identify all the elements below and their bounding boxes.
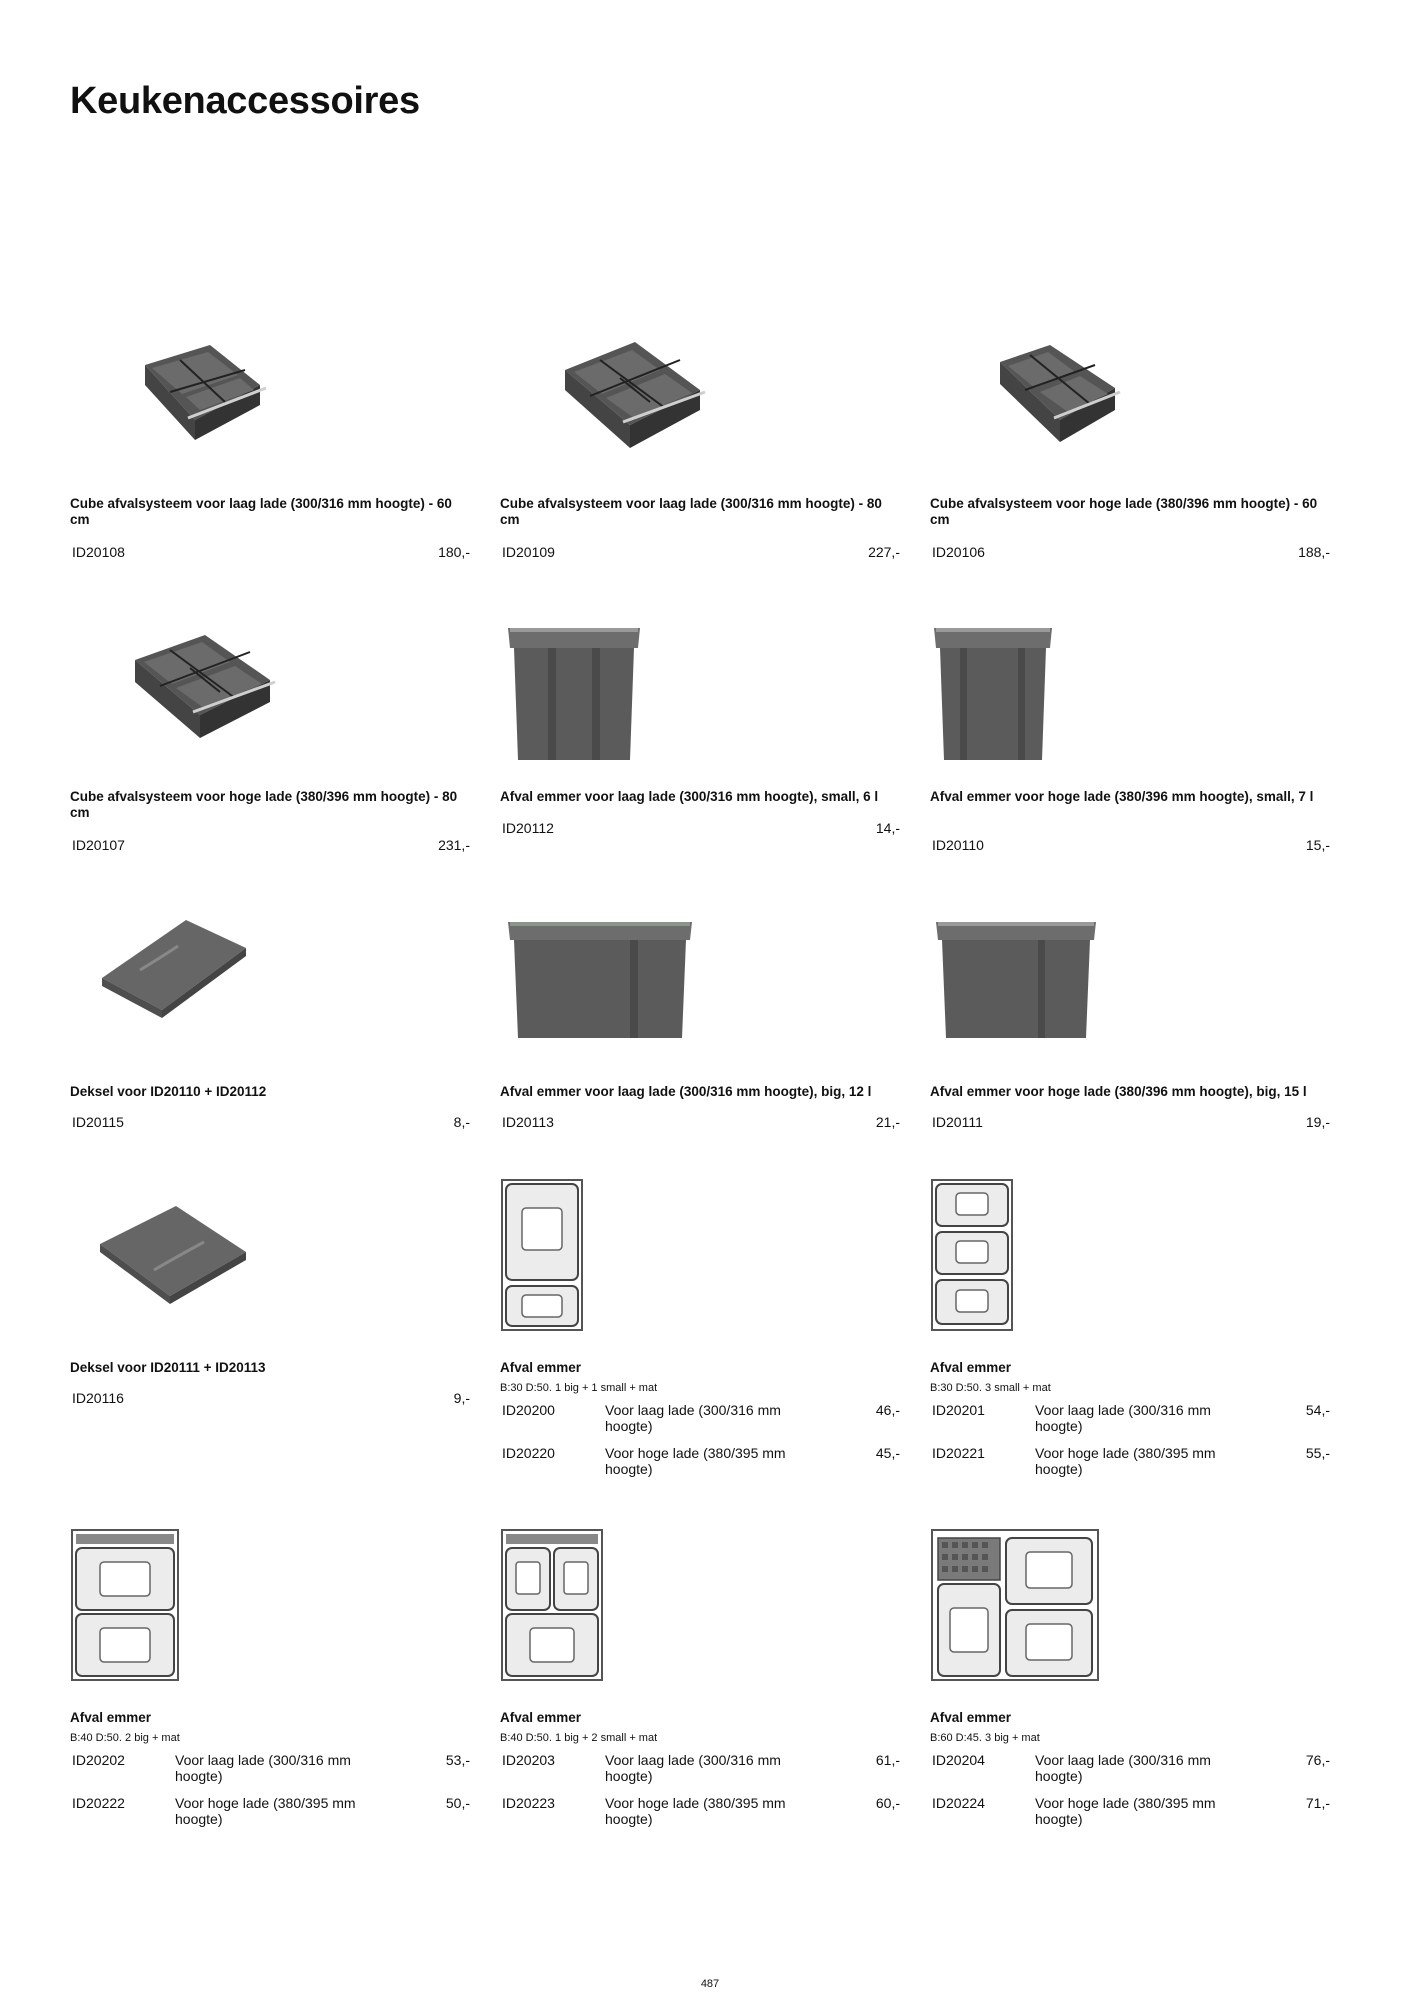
product-id: ID20108	[72, 544, 125, 560]
bin-set-layout-icon	[70, 1528, 470, 1688]
bin-lid-icon	[70, 910, 470, 1060]
variant-id: ID20203	[502, 1752, 555, 1768]
product-price: 180,-	[438, 544, 470, 560]
page-title: Keukenaccessoires	[70, 80, 420, 122]
drawer-insert-3-compartments-icon	[930, 330, 1330, 490]
product-row	[500, 1114, 900, 1132]
product-name: Deksel voor ID20111 + ID20113	[70, 1360, 266, 1375]
product-price: 14,-	[875, 820, 900, 836]
product-name: Cube afvalsysteem voor laag lade (300/316 mm hoogte) - 60 cm	[70, 496, 452, 527]
set-variant-row	[70, 1752, 470, 1788]
product-row	[930, 544, 1330, 562]
set-spec: B:30 D:50. 3 small + mat	[930, 1382, 1051, 1394]
product-row	[70, 837, 470, 855]
variant-id: ID20204	[932, 1752, 985, 1768]
set-spec: B:60 D:45. 3 big + mat	[930, 1732, 1040, 1744]
variant-id: ID20221	[932, 1445, 985, 1461]
set-variant-row	[930, 1795, 1330, 1831]
bin-set-layout-icon	[500, 1528, 900, 1688]
set-spec: B:40 D:50. 1 big + 2 small + mat	[500, 1732, 658, 1744]
set-variant-row	[500, 1402, 900, 1438]
product-id: ID20106	[932, 544, 985, 560]
product-id: ID20113	[502, 1114, 554, 1130]
product-card[interactable]	[500, 900, 900, 1150]
product-id: ID20112	[502, 820, 554, 836]
product-row	[70, 544, 470, 562]
set-spec: B:30 D:50. 1 big + 1 small + mat	[500, 1382, 658, 1394]
variant-id: ID20220	[502, 1445, 555, 1461]
product-name: Cube afvalsysteem voor laag lade (300/316 mm hoogte) - 80 cm	[500, 496, 882, 527]
set-card[interactable]	[70, 1520, 470, 1840]
set-card[interactable]	[930, 1170, 1330, 1490]
set-variant-row	[500, 1445, 900, 1481]
drawer-insert-4-compartments-icon	[70, 330, 470, 490]
product-row	[500, 544, 900, 562]
product-card[interactable]	[930, 900, 1330, 1150]
big-waste-bin-icon	[930, 910, 1330, 1060]
product-row	[930, 1114, 1330, 1132]
product-name: Deksel voor ID20110 + ID20112	[70, 1084, 267, 1099]
product-name: Afval emmer voor hoge lade (380/396 mm hoogte), big, 15 l	[930, 1084, 1307, 1099]
product-card[interactable]	[930, 300, 1330, 570]
product-row	[70, 1390, 470, 1408]
variant-desc: Voor laag lade (300/316 mm hoogte)	[175, 1752, 351, 1784]
variant-price: 55,-	[1305, 1445, 1330, 1461]
variant-id: ID20201	[932, 1402, 985, 1418]
product-id: ID20110	[932, 837, 984, 853]
variant-id: ID20222	[72, 1795, 125, 1811]
big-waste-bin-icon	[500, 910, 900, 1060]
product-id: ID20111	[932, 1114, 983, 1130]
product-name: Afval emmer voor laag lade (300/316 mm hoogte), big, 12 l	[500, 1084, 872, 1099]
set-card[interactable]	[930, 1520, 1330, 1840]
product-price: 231,-	[438, 837, 470, 853]
variant-desc: Voor hoge lade (380/395 mm hoogte)	[175, 1795, 356, 1827]
set-name: Afval emmer	[500, 1710, 582, 1725]
variant-desc: Voor hoge lade (380/395 mm hoogte)	[1035, 1795, 1216, 1827]
product-price: 9,-	[453, 1390, 470, 1406]
variant-id: ID20223	[502, 1795, 555, 1811]
product-id: ID20115	[72, 1114, 124, 1130]
variant-desc: Voor laag lade (300/316 mm hoogte)	[1035, 1752, 1211, 1784]
product-price: 8,-	[453, 1114, 470, 1130]
variant-id: ID20224	[932, 1795, 985, 1811]
product-id: ID20107	[72, 837, 125, 853]
variant-desc: Voor laag lade (300/316 mm hoogte)	[1035, 1402, 1211, 1434]
variant-desc: Voor hoge lade (380/395 mm hoogte)	[1035, 1445, 1216, 1477]
variant-price: 54,-	[1305, 1402, 1330, 1418]
set-card[interactable]	[500, 1520, 900, 1840]
product-row	[70, 1114, 470, 1132]
set-name: Afval emmer	[500, 1360, 582, 1375]
variant-id: ID20200	[502, 1402, 555, 1418]
bin-set-layout-icon	[930, 1528, 1330, 1688]
set-variant-row	[500, 1795, 900, 1831]
product-name: Afval emmer voor hoge lade (380/396 mm hoogte), small, 7 l	[930, 789, 1314, 804]
set-variant-row	[70, 1795, 470, 1831]
set-name: Afval emmer	[930, 1710, 1012, 1725]
variant-price: 50,-	[445, 1795, 470, 1811]
product-name: Cube afvalsysteem voor hoge lade (380/396 mm hoogte) - 80 cm	[70, 789, 458, 820]
set-variant-row	[930, 1402, 1330, 1438]
product-card[interactable]	[930, 600, 1330, 870]
product-row	[500, 820, 900, 838]
set-variant-row	[930, 1445, 1330, 1481]
product-price: 188,-	[1298, 544, 1330, 560]
set-name: Afval emmer	[70, 1710, 152, 1725]
product-row	[930, 837, 1330, 855]
product-card[interactable]	[500, 600, 900, 870]
variant-desc: Voor laag lade (300/316 mm hoogte)	[605, 1402, 781, 1434]
small-waste-bin-icon	[500, 620, 900, 780]
variant-price: 60,-	[875, 1795, 900, 1811]
product-card[interactable]	[70, 300, 470, 570]
variant-price: 61,-	[875, 1752, 900, 1768]
variant-desc: Voor hoge lade (380/395 mm hoogte)	[605, 1445, 786, 1477]
variant-price: 45,-	[875, 1445, 900, 1461]
set-variant-row	[930, 1752, 1330, 1788]
set-variant-row	[500, 1752, 900, 1788]
drawer-insert-5-compartments-icon	[500, 330, 900, 490]
bin-set-layout-icon	[500, 1178, 900, 1338]
product-price: 227,-	[868, 544, 900, 560]
bin-set-layout-icon	[930, 1178, 1330, 1338]
product-card[interactable]	[500, 300, 900, 570]
variant-price: 46,-	[875, 1402, 900, 1418]
product-card[interactable]	[70, 900, 470, 1150]
page-number: 487	[700, 1978, 720, 1990]
product-card[interactable]	[70, 1170, 470, 1470]
small-waste-bin-icon	[930, 620, 1330, 780]
bin-lid-icon	[70, 1190, 470, 1340]
variant-id: ID20202	[72, 1752, 125, 1768]
set-card[interactable]	[500, 1170, 900, 1490]
drawer-insert-5-compartments-icon	[70, 630, 470, 780]
product-name: Cube afvalsysteem voor hoge lade (380/396 mm hoogte) - 60 cm	[930, 496, 1318, 527]
product-price: 21,-	[875, 1114, 900, 1130]
product-card[interactable]	[70, 600, 470, 870]
variant-price: 76,-	[1305, 1752, 1330, 1768]
product-price: 19,-	[1305, 1114, 1330, 1130]
variant-desc: Voor laag lade (300/316 mm hoogte)	[605, 1752, 781, 1784]
product-id: ID20109	[502, 544, 555, 560]
product-name: Afval emmer voor laag lade (300/316 mm hoogte), small, 6 l	[500, 789, 879, 804]
set-name: Afval emmer	[930, 1360, 1012, 1375]
product-price: 15,-	[1305, 837, 1330, 853]
set-spec: B:40 D:50. 2 big + mat	[70, 1732, 180, 1744]
variant-price: 53,-	[445, 1752, 470, 1768]
product-id: ID20116	[72, 1390, 124, 1406]
variant-price: 71,-	[1305, 1795, 1330, 1811]
variant-desc: Voor hoge lade (380/395 mm hoogte)	[605, 1795, 786, 1827]
